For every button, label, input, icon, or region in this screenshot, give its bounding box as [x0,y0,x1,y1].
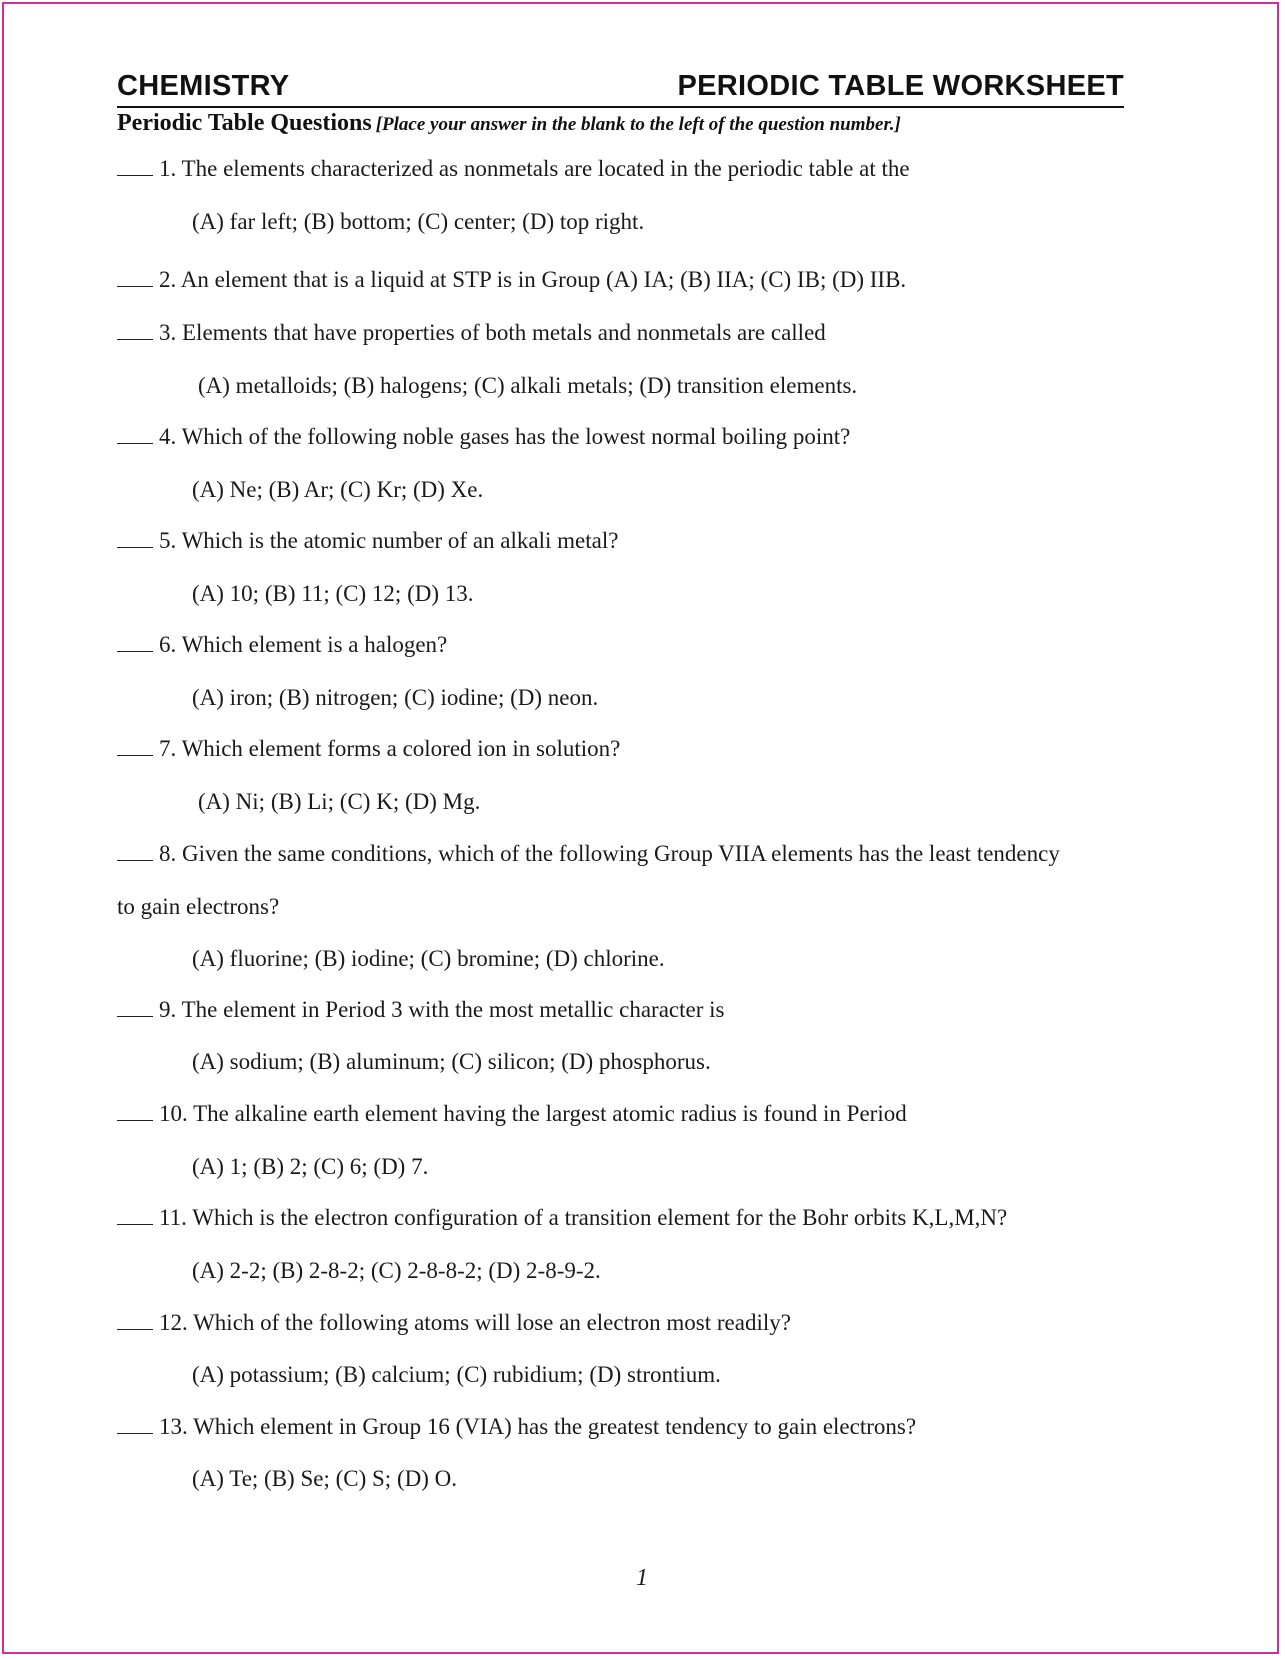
question-12 [117,1309,791,1337]
question-3 [117,319,826,347]
worksheet-title: PERIODIC TABLE WORKSHEET [677,70,1124,102]
question-text: Given the same conditions, which of the following Group VIIA elements has the least tendency [182,841,1060,866]
question-number: 4. [159,424,177,449]
question-text: An element that is a liquid at STP is in Group (A) IA; (B) IIA; (C) IB; (D) IIB. [180,267,907,292]
question-13-choices: (A) Te; (B) Se; (C) S; (D) O. [192,1466,457,1491]
subject-title: CHEMISTRY [117,70,290,102]
question-number: 8. [159,841,177,866]
page-number: 1 [636,1565,648,1591]
question-11 [117,1204,1007,1232]
answer-blank[interactable] [117,268,153,287]
answer-blank[interactable] [117,1206,153,1225]
question-text: The element in Period 3 with the most metallic character is [181,997,725,1022]
question-text: Elements that have properties of both metals and nonmetals are called [182,320,826,345]
question-9 [117,996,724,1024]
question-text: Which is the electron configuration of a transition element for the Bohr orbits K,L,M,N? [192,1205,1008,1230]
question-1-choices: (A) far left; (B) bottom; (C) center; (D) top right. [192,209,645,234]
question-number: 9. [159,997,177,1022]
question-number: 3. [159,320,177,345]
question-11-choices: (A) 2-2; (B) 2-8-2; (C) 2-8-8-2; (D) 2-8-9-2. [192,1258,601,1283]
question-5 [117,527,618,555]
question-6-choices: (A) iron; (B) nitrogen; (C) iodine; (D) neon. [192,685,599,710]
worksheet-header [117,68,1124,108]
question-number: 10. [159,1101,188,1126]
answer-blank[interactable] [117,529,153,548]
question-number: 1. [159,156,177,181]
question-number: 13. [159,1414,188,1439]
answer-blank[interactable] [117,998,153,1017]
question-number: 12. [159,1310,188,1335]
section-title: Periodic Table Questions [117,110,372,136]
question-10-choices: (A) 1; (B) 2; (C) 6; (D) 7. [192,1154,429,1179]
question-7 [117,735,620,763]
question-text: Which of the following noble gases has the lowest normal boiling point? [181,424,851,449]
question-text: Which element forms a colored ion in solution? [181,736,621,761]
answer-blank[interactable] [117,842,153,861]
question-8-continuation: to gain electrons? [117,894,280,919]
question-4-choices: (A) Ne; (B) Ar; (C) Kr; (D) Xe. [192,477,484,502]
question-8-choices: (A) fluorine; (B) iodine; (C) bromine; (D) chlorine. [192,946,665,971]
question-text: The elements characterized as nonmetals are located in the periodic table at the [181,156,910,181]
answer-blank[interactable] [117,1102,153,1121]
question-text: Which of the following atoms will lose an electron most readily? [193,1310,791,1335]
question-13 [117,1413,916,1441]
question-number: 7. [159,736,177,761]
question-6 [117,631,447,659]
instructions-note: [Place your answer in the blank to the left of the question number.] [375,114,901,135]
answer-blank[interactable] [117,321,153,340]
answer-blank[interactable] [117,1311,153,1330]
question-4 [117,423,850,451]
question-text: Which element in Group 16 (VIA) has the greatest tendency to gain electrons? [193,1414,917,1439]
question-3-choices: (A) metalloids; (B) halogens; (C) alkali metals; (D) transition elements. [198,373,858,398]
question-number: 6. [159,632,177,657]
question-number: 2. [159,267,177,292]
question-12-choices: (A) potassium; (B) calcium; (C) rubidium; (D) strontium. [192,1362,721,1387]
question-8 [117,840,1060,868]
question-text: The alkaline earth element having the largest atomic radius is found in Period [193,1101,907,1126]
section-heading [117,110,901,137]
answer-blank[interactable] [117,633,153,652]
question-9-choices: (A) sodium; (B) aluminum; (C) silicon; (D) phosphorus. [192,1049,711,1074]
answer-blank[interactable] [117,1415,153,1434]
question-text: Which element is a halogen? [181,632,448,657]
question-5-choices: (A) 10; (B) 11; (C) 12; (D) 13. [192,581,474,606]
question-10 [117,1100,907,1128]
question-7-choices: (A) Ni; (B) Li; (C) K; (D) Mg. [198,789,481,814]
question-text: Which is the atomic number of an alkali metal? [181,528,619,553]
question-number: 5. [159,528,177,553]
answer-blank[interactable] [117,425,153,444]
question-2 [117,266,906,294]
question-1 [117,155,910,183]
question-number: 11. [159,1205,187,1230]
answer-blank[interactable] [117,737,153,756]
answer-blank[interactable] [117,157,153,176]
